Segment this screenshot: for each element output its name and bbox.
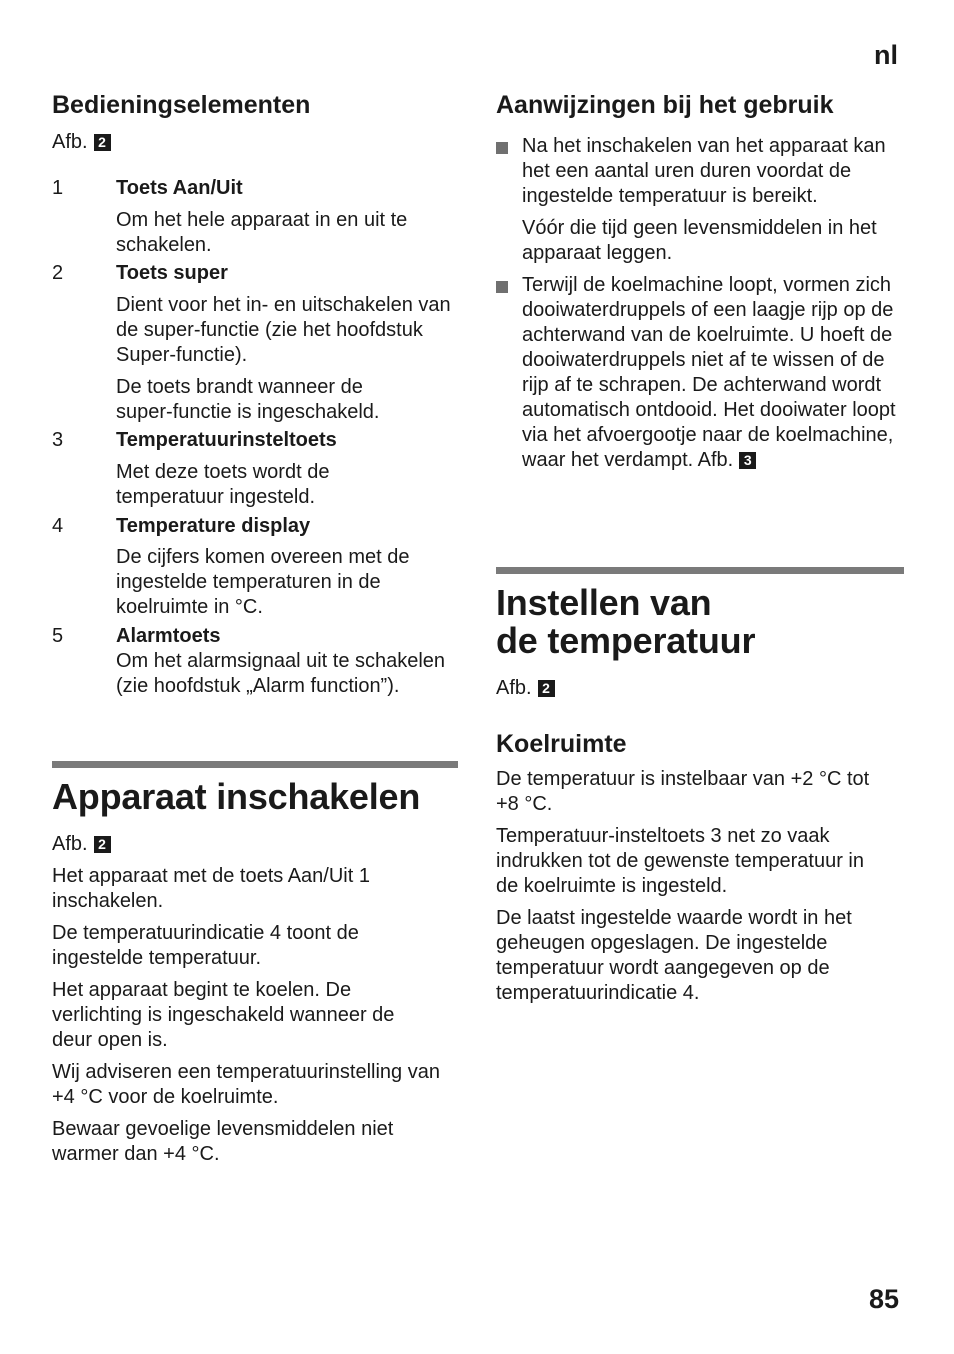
item-term: Alarmtoets bbox=[116, 625, 221, 647]
paragraph: Het apparaat begint te koelen. De verlichting is ingeschakeld wanneer de deur open is. bbox=[52, 979, 395, 1051]
language-code: nl bbox=[874, 40, 898, 70]
item-number: 1 bbox=[52, 177, 64, 199]
switch-on-figure-ref bbox=[52, 832, 111, 857]
figure-label: Afb. bbox=[52, 833, 88, 855]
heading-line: de temperatuur bbox=[496, 620, 756, 661]
usage-heading: Aanwijzingen bij het gebruik bbox=[496, 91, 834, 119]
bullet-text bbox=[522, 273, 907, 473]
item-description: Met deze toets wordt de temperatuur ingesteld. bbox=[116, 461, 330, 508]
controls-figure-ref bbox=[52, 130, 111, 155]
figure-label: Afb. bbox=[52, 131, 88, 153]
section-rule bbox=[496, 567, 904, 574]
section-rule bbox=[52, 761, 458, 768]
heading-line: Instellen van bbox=[496, 582, 712, 623]
figure-label: Afb. bbox=[496, 677, 532, 699]
paragraph: Het apparaat met de toets Aan/Uit 1 inschakelen. bbox=[52, 865, 370, 912]
paragraph: De temperatuur is instelbaar van +2 °C tot +8 °C. bbox=[496, 768, 870, 815]
item-number: 4 bbox=[52, 515, 64, 537]
paragraph: Temperatuur-insteltoets 3 net zo vaak indrukken tot de gewenste temperatuur in de koelruimte is ingesteld. bbox=[496, 825, 864, 897]
temperature-heading bbox=[496, 584, 755, 660]
item-number: 2 bbox=[52, 262, 64, 284]
paragraph: Bewaar gevoelige levensmiddelen niet warmer dan +4 °C. bbox=[52, 1118, 394, 1165]
paragraph: De temperatuurindicatie 4 toont de ingestelde temperatuur. bbox=[52, 922, 359, 969]
item-description: Om het hele apparaat in en uit te schakelen. bbox=[116, 209, 408, 256]
bullet-text-body: Terwijl de koelmachine loopt, vormen zich dooiwaterdruppels of een laagje rijp op de achterwand van de koelruimte. U hoeft de dooiwaterdruppels niet af te wissen of de rijp af te schrapen. De achterwand wordt automatisch ontdooid. Het dooiwater loopt via het afvoergootje naar de koelmachine, waar het verdampt. Afb. bbox=[522, 274, 896, 471]
figure-number-badge: 2 bbox=[538, 680, 555, 697]
item-number: 3 bbox=[52, 429, 64, 451]
figure-number-badge: 2 bbox=[94, 134, 111, 151]
paragraph: De laatst ingestelde waarde wordt in het geheugen opgeslagen. De ingestelde temperatuur wordt aangegeven op de temperatuurindicatie 4. bbox=[496, 907, 852, 1004]
item-description: Om het alarmsignaal uit te schakelen (zie hoofdstuk „Alarm function”). bbox=[116, 650, 446, 697]
item-number: 5 bbox=[52, 625, 64, 647]
bullet-extra-text: Vóór die tijd geen levensmiddelen in het apparaat leggen. bbox=[522, 217, 877, 264]
bullet-marker bbox=[496, 142, 508, 154]
page-number: 85 bbox=[869, 1284, 900, 1314]
switch-on-heading: Apparaat inschakelen bbox=[52, 776, 421, 817]
item-description: Dient voor het in- en uitschakelen van de super-functie (zie het hoofdstuk Super-functie). bbox=[116, 294, 451, 366]
figure-number-badge: 2 bbox=[94, 836, 111, 853]
item-term: Temperature display bbox=[116, 515, 311, 537]
item-description: De toets brandt wanneer de super-functie is ingeschakeld. bbox=[116, 376, 380, 423]
temperature-figure-ref bbox=[496, 676, 555, 701]
figure-number-badge: 3 bbox=[739, 452, 756, 469]
koelruimte-heading: Koelruimte bbox=[496, 730, 627, 758]
controls-heading: Bedieningselementen bbox=[52, 91, 311, 119]
item-description: De cijfers komen overeen met de ingestelde temperaturen in de koelruimte in °C. bbox=[116, 546, 410, 618]
paragraph: Wij adviseren een temperatuurinstelling van +4 °C voor de koelruimte. bbox=[52, 1061, 440, 1108]
bullet-marker bbox=[496, 281, 508, 293]
bullet-text: Na het inschakelen van het apparaat kan het een aantal uren duren voordat de ingestelde temperatuur is bereikt. bbox=[522, 135, 886, 207]
item-term: Toets Aan/Uit bbox=[116, 177, 243, 199]
item-term: Temperatuurinsteltoets bbox=[116, 429, 337, 451]
item-term: Toets super bbox=[116, 262, 228, 284]
